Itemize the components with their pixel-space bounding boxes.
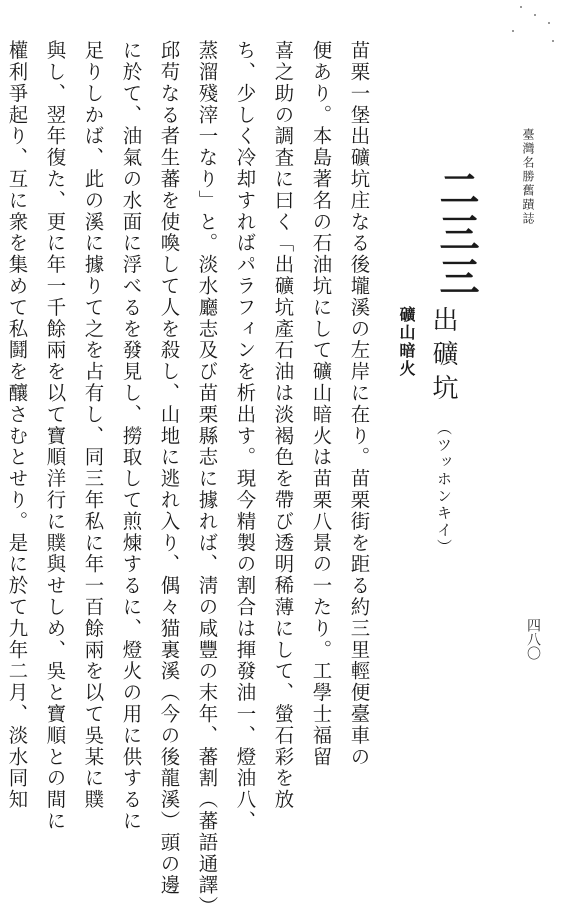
body-text-line: 與し、翌年復た、更に年一千餘兩を以て寶順洋行に贌與せしめ、吳と寶順との間に: [43, 40, 67, 832]
body-text-line: 便あり。本島著名の石油坑にして礦山暗火は苗栗八景の一たり。工學士福留: [309, 40, 333, 768]
running-header: 臺灣名勝舊蹟誌: [521, 128, 535, 226]
entry-reading: （ツッホンキイ）: [435, 420, 453, 556]
scan-speck: [534, 14, 536, 16]
body-text-line: に於て、油氣の水面に浮べるを發見し、撈取して煎煉するに、燈火の用に供するに: [119, 40, 143, 832]
scan-speck: [548, 22, 550, 24]
body-text-line: 邱苟なる者生蕃を使喚して人を殺し、山地に逃れ入り、偶々猫裏溪（今の後龍溪）頭の邊: [157, 40, 181, 896]
entry-subtitle: 礦山暗火: [397, 306, 416, 378]
section-number: 二三三: [433, 168, 480, 300]
scan-speck: [552, 40, 554, 42]
entry-title: 出礦坑: [428, 306, 458, 408]
body-text-line: 足りしかば、此の溪に據りて之を占有し、同三年私に年一百餘兩を以て吳某に贌: [81, 40, 105, 811]
body-text-line: 權利爭起り、互に衆を集めて私鬪を釀さむとせり。是に於て九年二月、淡水同知: [5, 40, 29, 811]
page-number: 四八〇: [525, 618, 541, 660]
scan-speck: [520, 6, 522, 8]
body-text-line: 苗栗一堡出礦坑庄なる後壠溪の左岸に在り。苗栗街を距る約三里輕便臺車の: [347, 40, 371, 768]
body-text-line: ち、少しく冷却すればパラフィンを析出す。現今精製の割合は揮發油一、燈油八、: [233, 40, 257, 832]
body-text-line: 喜之助の調査に曰く「出礦坑產石油は淡褐色を帶び透明稀薄にして、螢石彩を放: [271, 40, 295, 811]
body-text-line: 蒸溜殘滓一なり」と。淡水廳志及び苗栗縣志に據れば、淸の咸豐の末年、蕃割（蕃語通譯）: [195, 40, 219, 917]
scan-speck: [512, 30, 514, 32]
